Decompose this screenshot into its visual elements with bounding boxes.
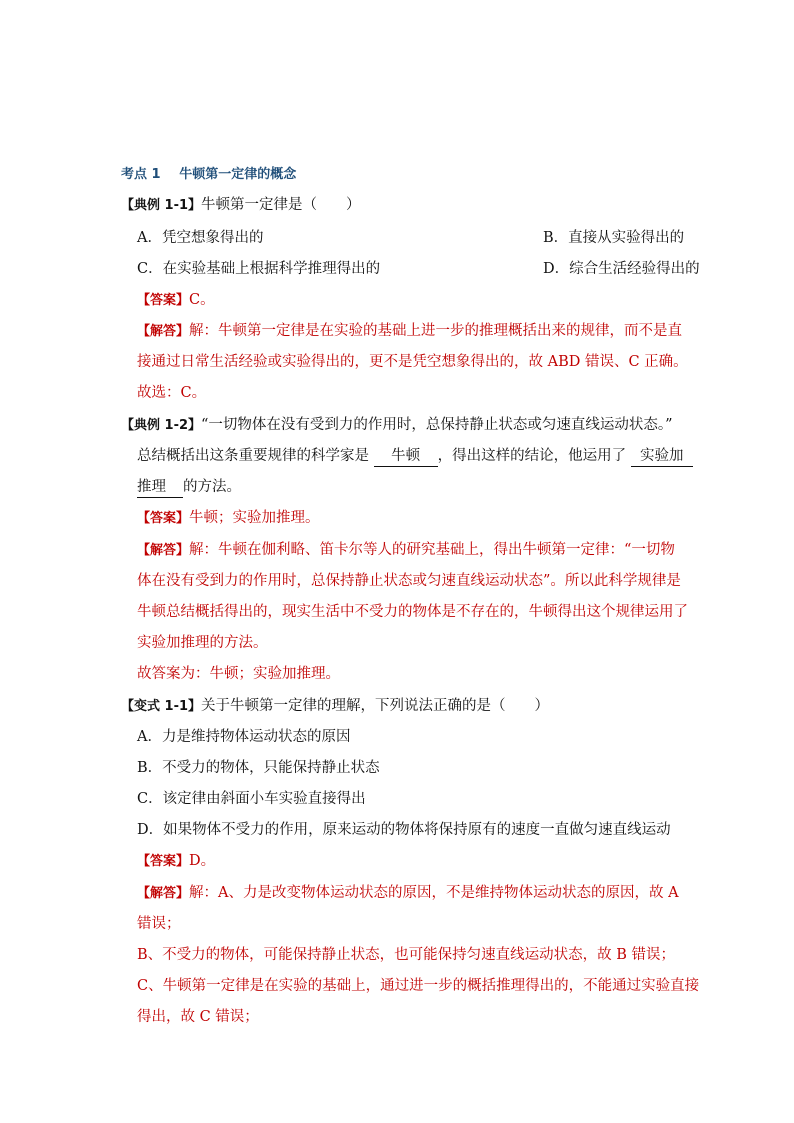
options-row-2	[137, 259, 698, 279]
option-d: D．综合生活经验得出的	[543, 261, 700, 277]
analysis-line-3: 牛顿总结概括得出的，现实生活中不受力的物体是不存在的，牛顿得出这个规律运用了	[137, 604, 688, 620]
question-text: ，得出这样的结论，他运用了	[437, 448, 627, 464]
answer-text: C。	[189, 292, 215, 308]
section-number: 考点 1	[121, 167, 161, 182]
answer-line	[137, 290, 698, 311]
example-1-2-line-2	[137, 446, 698, 467]
analysis-tag: 【解答】	[137, 886, 190, 901]
option-c: C．该定律由斜面小车实验直接得出	[137, 791, 366, 807]
analysis-line-4: 实验加推理的方法。	[137, 635, 268, 651]
example-1-2-stem	[121, 415, 698, 436]
answer-tag: 【答案】	[137, 293, 190, 308]
analysis-line-2: 体在没有受到力的作用时，总保持静止状态或匀速直线运动状态”。所以此科学规律是	[137, 573, 681, 589]
question-text: 总结概括出这条重要规律的科学家是	[137, 448, 369, 464]
analysis-text: 解：牛顿在伽利略、笛卡尔等人的研究基础上，得出牛顿第一定律：“一切物	[189, 542, 675, 558]
fill-blank-2: 实验加	[631, 446, 693, 467]
analysis-line-4: C、牛顿第一定律是在实验的基础上，通过进一步的概括推理得出的，不能通过实验直接	[137, 978, 700, 994]
option-c: C．在实验基础上根据科学推理得出的	[137, 261, 381, 277]
variant-tag: 【变式 1-1】	[121, 699, 202, 714]
example-tag: 【典例 1-2】	[121, 418, 202, 433]
example-tag: 【典例 1-1】	[121, 198, 202, 213]
analysis-line-2: 接通过日常生活经验或实验得出的，更不是凭空想象得出的，故 ABD 错误、C 正确。	[137, 354, 688, 370]
fill-blank-1: 牛顿	[374, 446, 438, 467]
analysis-tag: 【解答】	[137, 543, 190, 558]
variant-1-1-stem	[121, 696, 698, 717]
option-a: A．力是维持物体运动状态的原因	[137, 729, 351, 745]
analysis-line-1	[137, 540, 698, 561]
example-1-2-line-3	[137, 477, 698, 498]
section-heading	[121, 164, 698, 185]
analysis-tag: 【解答】	[137, 324, 190, 339]
question-text: 的方法。	[183, 479, 241, 495]
analysis-line-5: 得出，故 C 错误；	[137, 1009, 259, 1025]
options-row-1	[137, 228, 698, 248]
question-text: “一切物体在没有受到力的作用时，总保持静止状态或匀速直线运动状态。”	[201, 417, 673, 433]
fill-blank-2-cont: 推理	[137, 477, 183, 498]
analysis-text: 解：牛顿第一定律是在实验的基础上进一步的推理概括出来的规律，而不是直	[189, 323, 683, 339]
answer-tag: 【答案】	[137, 511, 190, 526]
option-d: D．如果物体不受力的作用，原来运动的物体将保持原有的速度一直做匀速直线运动	[137, 822, 671, 838]
example-1-1-stem	[121, 195, 698, 216]
analysis-line-2: 错误；	[137, 916, 181, 932]
analysis-line-3: B、不受力的物体，可能保持静止状态，也可能保持匀速直线运动状态，故 B 错误；	[137, 947, 676, 963]
option-b: B．直接从实验得出的	[543, 230, 685, 246]
choose-line: 故选：C。	[137, 385, 207, 401]
answer-line	[137, 851, 698, 872]
analysis-line-1	[137, 883, 698, 904]
option-a: A．凭空想象得出的	[137, 230, 264, 246]
answer-text: D。	[189, 853, 216, 869]
analysis-line-1	[137, 321, 698, 342]
answer-line	[137, 508, 698, 529]
analysis-text: 解：A、力是改变物体运动状态的原因，不是维持物体运动状态的原因，故 A	[189, 885, 679, 901]
question-text: 关于牛顿第一定律的理解，下列说法正确的是（ ）	[201, 698, 550, 714]
question-text: 牛顿第一定律是（ ）	[201, 197, 361, 213]
answer-tag: 【答案】	[137, 854, 190, 869]
section-title: 牛顿第一定律的概念	[179, 167, 297, 182]
final-answer-line: 故答案为：牛顿；实验加推理。	[137, 666, 340, 682]
answer-text: 牛顿；实验加推理。	[189, 510, 320, 526]
option-b: B．不受力的物体，只能保持静止状态	[137, 760, 380, 776]
